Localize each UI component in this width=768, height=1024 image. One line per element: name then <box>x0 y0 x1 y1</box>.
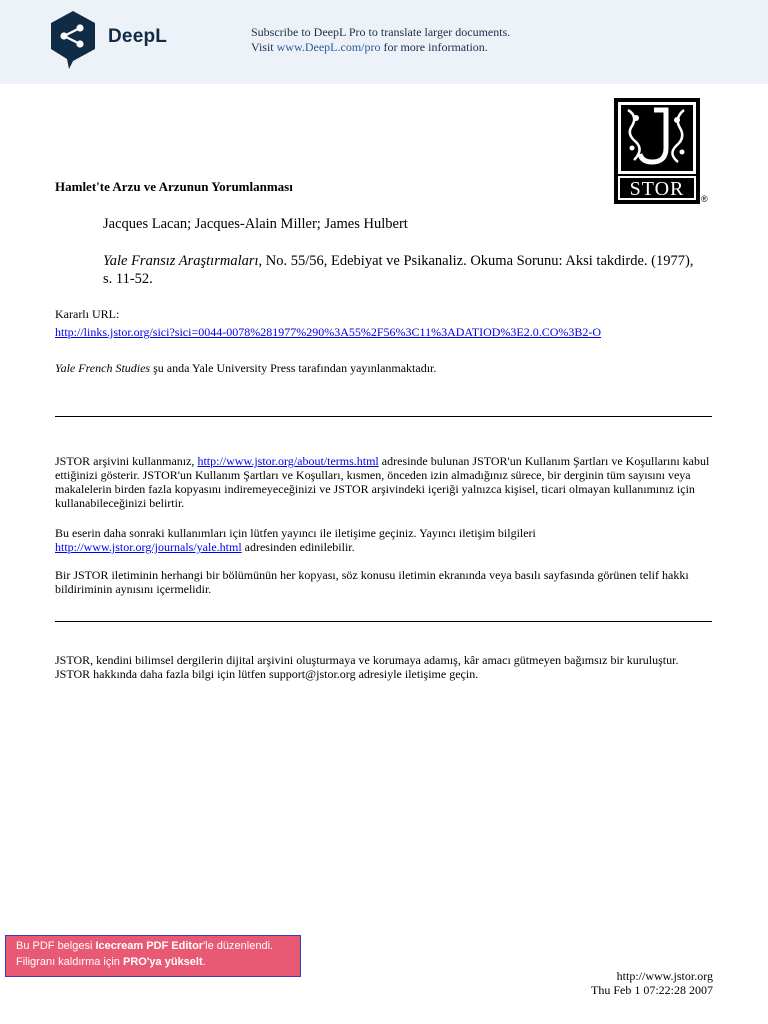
divider-top <box>55 416 712 417</box>
icecream-line-2 <box>16 954 300 970</box>
stable-url-link[interactable]: http://links.jstor.org/sici?sici=0044-0078%281977%290%3A55%2F56%3C11%3ADATIOD%3E2.0.CO%3B2-O <box>55 325 602 339</box>
jstor-logo-text: STOR <box>629 178 685 200</box>
divider-bottom <box>55 621 712 622</box>
deepl-brand: DeepL <box>108 26 168 47</box>
stable-url-label: Kararlı URL: <box>55 307 120 321</box>
citation-details: , No. 55/56, Edebiyat ve Psikanaliz. Okuma Sorunu: Aksi takdirde. (1977), s. 11-52. <box>103 253 694 287</box>
deepl-line2-prefix: Visit <box>251 40 277 54</box>
deepl-line1: Subscribe to DeepL Pro to translate larger documents. <box>251 25 511 39</box>
deepl-pro-link[interactable]: www.DeepL.com/pro <box>276 40 381 54</box>
deepl-subscribe-text <box>251 25 510 55</box>
article-authors: Jacques Lacan; Jacques-Alain Miller; James Hulbert <box>103 216 408 232</box>
icecream-l2c: . <box>202 956 206 968</box>
terms-p1-start: JSTOR arşivini kullanmanız, <box>55 454 198 468</box>
icecream-l1c: 'le düzenlendi. <box>203 940 274 952</box>
page-footer <box>591 969 713 997</box>
icecream-editor-name: Icecream PDF Editor <box>95 940 204 952</box>
icecream-l1a: Bu PDF belgesi <box>16 940 96 952</box>
terms-paragraph-2 <box>55 526 715 554</box>
terms-paragraph-3: Bir JSTOR iletiminin herhangi bir bölümünün her kopyası, söz konusu iletimin ekranında veya basılı sayfasında görünen telif hakkı bildiriminin aynısını içermelidir. <box>55 568 689 596</box>
footer-site: http://www.jstor.org <box>616 969 713 983</box>
terms-p2-end: adresinden edinilebilir. <box>241 540 355 554</box>
publisher-contact-link[interactable]: http://www.jstor.org/journals/yale.html <box>55 540 242 554</box>
publisher-note <box>55 361 436 375</box>
article-title: Hamlet'te Arzu ve Arzunun Yorumlanması <box>55 179 293 194</box>
publisher-journal: Yale French Studies <box>55 361 151 375</box>
icecream-watermark[interactable] <box>5 935 301 977</box>
deepl-logo-icon <box>47 9 99 71</box>
terms-p1-end: adresinde bulunan JSTOR'un Kullanım Şartları ve Koşullarını kabul ettiğinizi gösterir. JSTOR'un Kullanım Şartları ve Koşulları, kısmen, önceden izin almadığınız sürece, bir derginin tüm sayısını veya makalelerin birden fazla kopyasını indiremeyeceğinizi ve JSTOR arşivindeki içeriği yalnızca kişisel, ticari olmayan kullanımınız için kullanabileceğinizi belirtir. <box>55 454 710 510</box>
icecream-upgrade-link[interactable]: PRO'ya yükselt <box>122 956 203 968</box>
terms-paragraph-1 <box>55 454 715 510</box>
footer-timestamp: Thu Feb 1 07:22:28 2007 <box>591 983 713 997</box>
icecream-line-1 <box>16 938 300 954</box>
publisher-rest: şu anda Yale University Press tarafından yayınlanmaktadır. <box>150 361 437 375</box>
deepl-line2-suffix: for more information. <box>380 40 488 54</box>
jstor-about-paragraph: JSTOR, kendini bilimsel dergilerin dijital arşivini oluşturmaya ve korumaya adamış, kâr amacı gütmeyen bağımsız bir kuruluştur. JSTOR hakkında daha fazla bilgi için lütfen support@jstor.org adresiyle iletişime geçin. <box>55 653 679 681</box>
terms-link[interactable]: http://www.jstor.org/about/terms.html <box>197 454 379 468</box>
deepl-line2 <box>251 40 510 55</box>
icecream-l2a: Filigranı kaldırma için <box>16 956 123 968</box>
article-citation <box>103 252 703 288</box>
citation-journal: Yale Fransız Araştırmaları <box>103 253 259 269</box>
jstor-logo-icon <box>614 98 700 204</box>
registered-mark: ® <box>701 194 708 204</box>
terms-p2-start: Bu eserin daha sonraki kullanımları için lütfen yayıncı ile iletişime geçiniz. Yayıncı iletişim bilgileri <box>55 526 536 540</box>
deepl-banner <box>0 0 768 84</box>
